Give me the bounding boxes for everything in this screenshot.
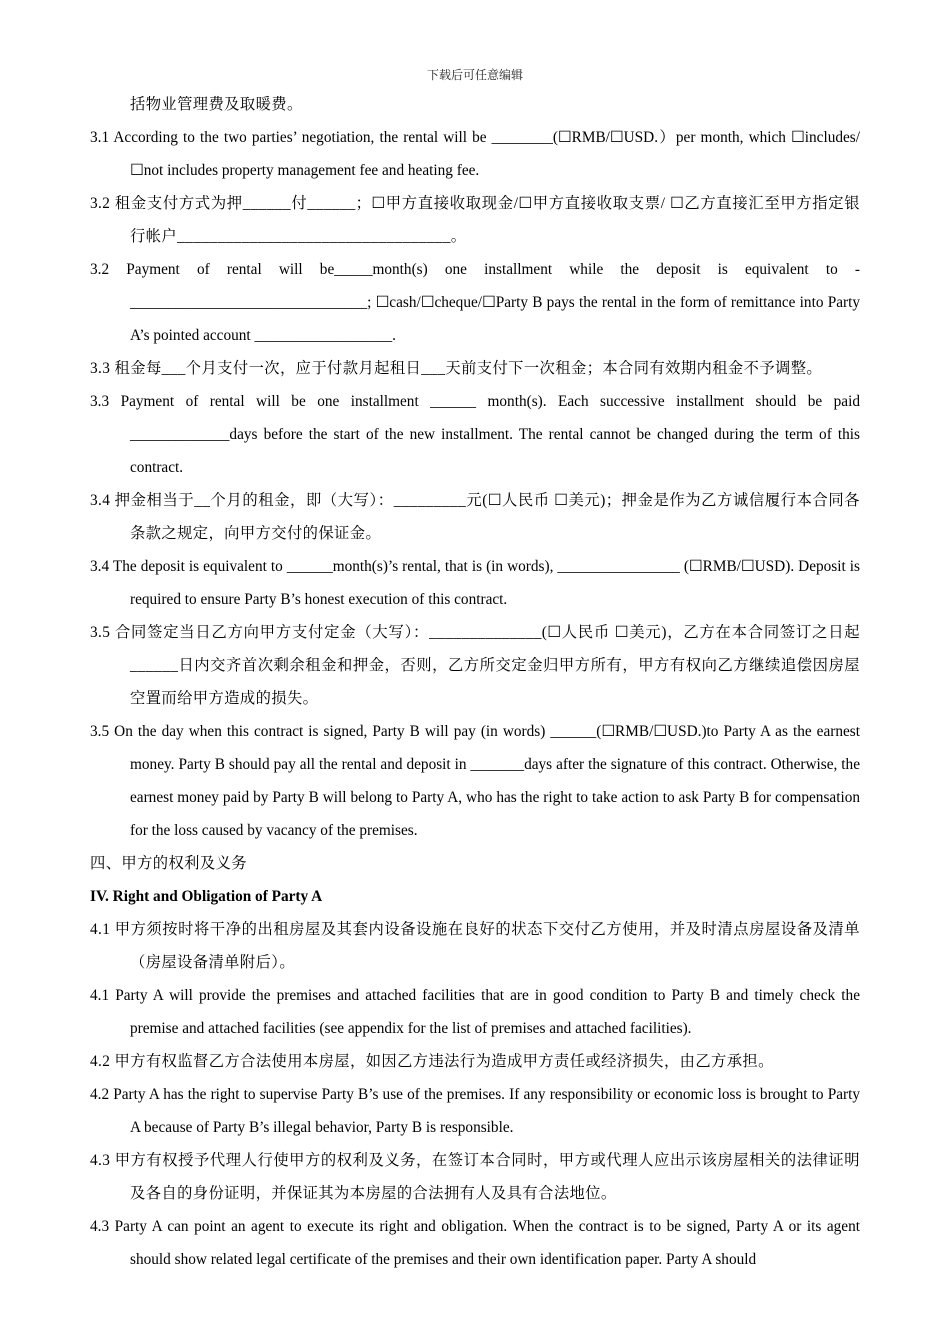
section-4-heading-zh: 四、甲方的权利及义务 xyxy=(90,855,247,872)
clause-4-1-zh: 4.1 甲方须按时将干净的出租房屋及其套内设备设施在良好的状态下交付乙方使用，并及时清点房屋设备及清单（房屋设备清单附后）。 xyxy=(90,921,860,971)
clause-4-3-en: 4.3 Party A can point an agent to execute its right and obligation. When the contract is to be signed, Party A or its agent should show related legal certificate of the premises and their own identification paper. Party A should xyxy=(90,1218,860,1268)
clause-3-3-en: 3.3 Payment of rental will be one installment ______ month(s). Each successive installment should be paid _____________days before the start of the new installment. The rental cannot be changed during the term of this contract. xyxy=(90,393,860,476)
paragraph-continuation: 括物业管理费及取暖费。 xyxy=(130,96,303,113)
clause-3-5-en: 3.5 On the day when this contract is signed, Party B will pay (in words) ______(☐RMB/☐USD.)to Party A as the earnest money. Party B should pay all the rental and deposit in _______days after the signature of this contract. Otherwise, the earnest money paid by Party B will belong to Party A, who has the right to take action to ask Party B for compensation for the loss caused by vacancy of the premises. xyxy=(90,723,860,839)
clause-3-4-zh: 3.4 押金相当于__个月的租金，即（大写）：_________元(☐人民币 ☐美元)；押金是作为乙方诚信履行本合同各条款之规定，向甲方交付的保证金。 xyxy=(90,492,860,542)
clause-3-4-en: 3.4 The deposit is equivalent to ______month(s)’s rental, that is (in words), ________________ (☐RMB/☐USD). Deposit is required to ensure Party B’s honest execution of this contract. xyxy=(90,558,860,608)
clause-3-2-en: 3.2 Payment of rental will be_____month(s) one installment while the deposit is equivalent to -_______________________________; ☐cash/☐cheque/☐Party B pays the rental in the form of remittance into Party A’s pointed account __________________. xyxy=(90,261,860,344)
clause-4-3-zh: 4.3 甲方有权授予代理人行使甲方的权利及义务，在签订本合同时，甲方或代理人应出示该房屋相关的法律证明及各自的身份证明，并保证其为本房屋的合法拥有人及具有合法地位。 xyxy=(90,1152,860,1202)
document-body xyxy=(90,88,860,1276)
section-4-heading-en: IV. Right and Obligation of Party A xyxy=(90,888,323,905)
clause-3-1-en: 3.1 According to the two parties’ negotiation, the rental will be ________(☐RMB/☐USD.）per month, which ☐includes/☐not includes property management fee and heating fee. xyxy=(90,129,860,179)
clause-3-2-zh: 3.2 租金支付方式为押______付______；☐甲方直接收取现金/☐甲方直接收取支票/ ☐乙方直接汇至甲方指定银行帐户__________________________________。 xyxy=(90,195,860,245)
clause-4-1-en: 4.1 Party A will provide the premises and attached facilities that are in good condition to Party B and timely check the premise and attached facilities (see appendix for the list of premises and attached facilities). xyxy=(90,987,860,1037)
clause-3-3-zh: 3.3 租金每___个月支付一次，应于付款月起租日___天前支付下一次租金；本合同有效期内租金不予调整。 xyxy=(90,360,823,377)
clause-3-5-zh: 3.5 合同签定当日乙方向甲方支付定金（大写）：______________(☐人民币 ☐美元)，乙方在本合同签订之日起______日内交齐首次剩余租金和押金，否则，乙方所交定金归甲方所有，甲方有权向乙方继续追偿因房屋空置而给甲方造成的损失。 xyxy=(90,624,860,707)
clause-4-2-zh: 4.2 甲方有权监督乙方合法使用本房屋，如因乙方违法行为造成甲方责任或经济损失，由乙方承担。 xyxy=(90,1053,774,1070)
page-header-watermark: 下载后可任意编辑 xyxy=(426,68,523,82)
clause-4-2-en: 4.2 Party A has the right to supervise Party B’s use of the premises. If any responsibility or economic loss is brought to Party A because of Party B’s illegal behavior, Party B is responsible. xyxy=(90,1086,860,1136)
